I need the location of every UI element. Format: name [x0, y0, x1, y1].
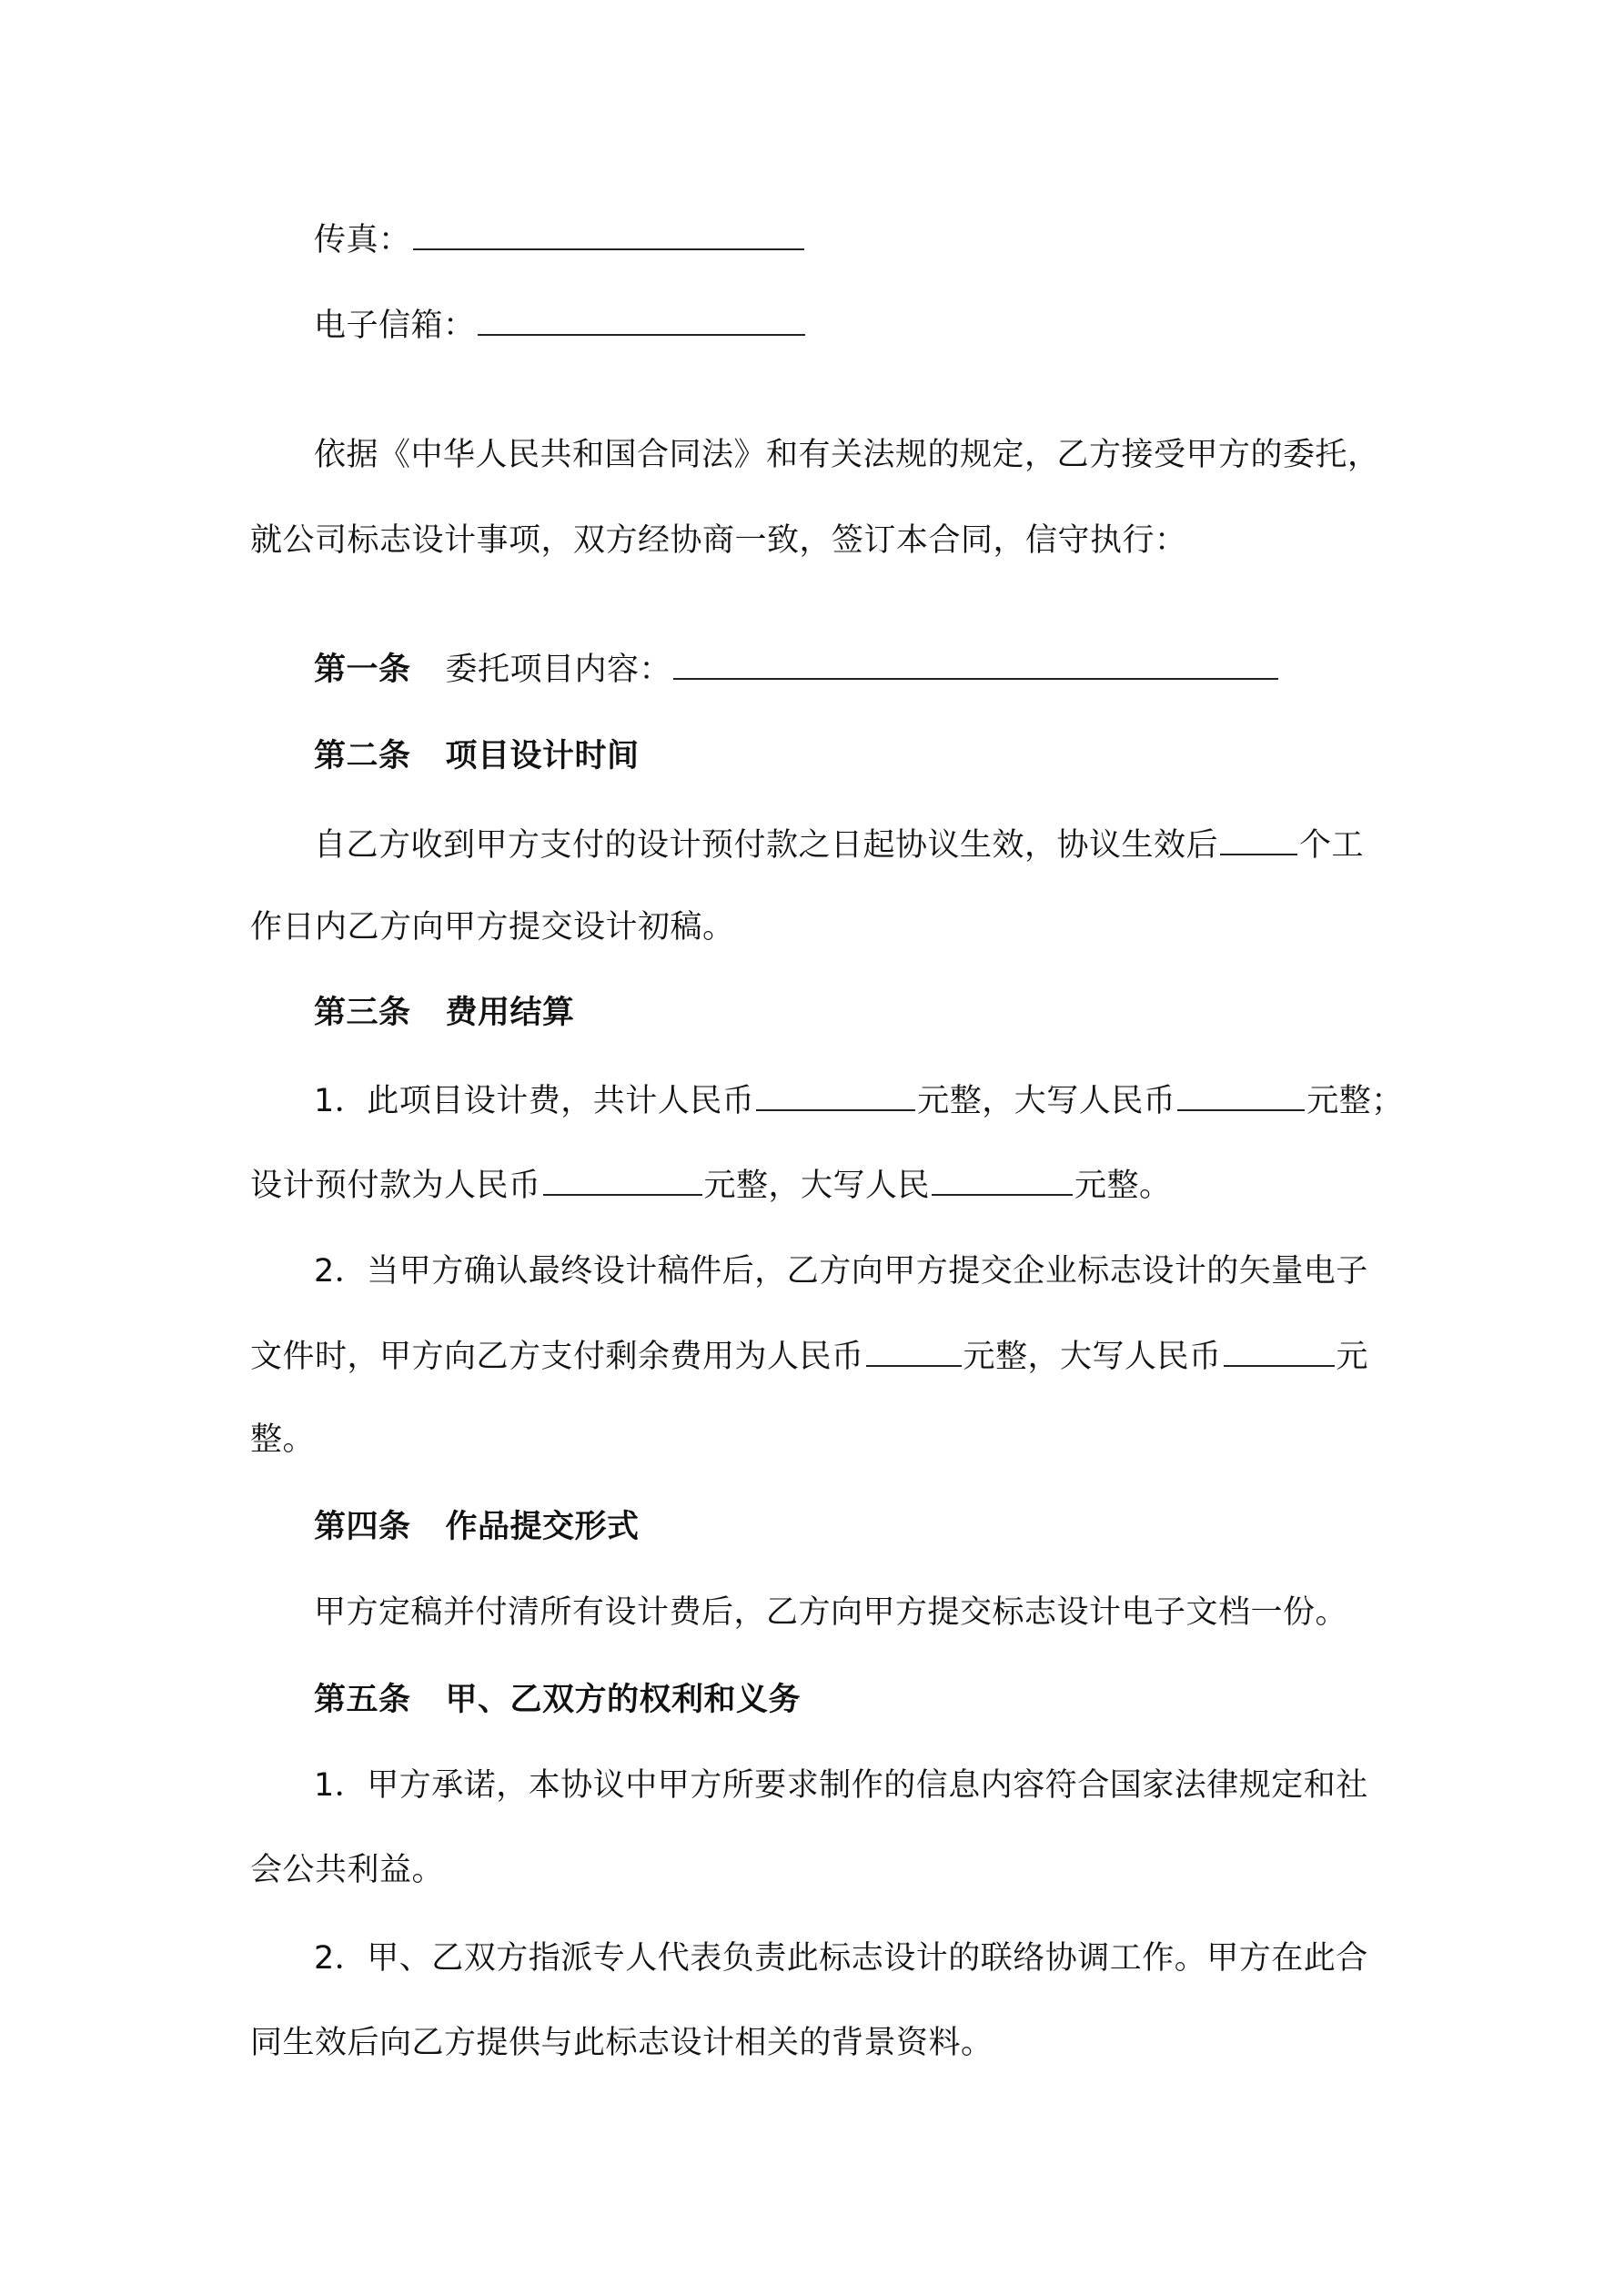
article-2-para-line-2: 作日内乙方向甲方提交设计初稿。: [250, 909, 735, 946]
article-3-number: 第三条: [314, 995, 411, 1031]
article-1-blank[interactable]: [673, 651, 1278, 680]
article-5-number: 第五条: [314, 1682, 411, 1718]
fax-row: [314, 221, 806, 258]
email-row: [314, 307, 807, 344]
article-5-heading: [314, 1682, 801, 1718]
article-3-heading: [314, 995, 575, 1031]
article-5-item-1-line-1: 1．甲方承诺，本协议中甲方所要求制作的信息内容符合国家法律规定和社: [314, 1767, 1368, 1804]
total-fee-uppercase-blank[interactable]: [1177, 1082, 1305, 1111]
article-5-item-2-line-1: 2．甲、乙双方指派专人代表负责此标志设计的联络协调工作。甲方在此合: [314, 1940, 1368, 1977]
article-3-item-2-line-1: 2．当甲方确认最终设计稿件后，乙方向甲方提交企业标志设计的矢量电子: [314, 1253, 1368, 1290]
article-2-text: 自乙方收到甲方支付的设计预付款之日起协议生效，协议生效后: [314, 827, 1219, 864]
preamble-line-1: 依据《中华人民共和国合同法》和有关法规的规定，乙方接受甲方的委托，: [314, 437, 1380, 473]
article-2-heading: [314, 738, 640, 774]
article-3-title: 费用结算: [445, 995, 575, 1031]
article-2-number: 第二条: [314, 738, 411, 774]
article-5-item-2-line-2: 同生效后向乙方提供与此标志设计相关的背景资料。: [250, 2025, 994, 2061]
remaining-fee-uppercase-blank[interactable]: [1224, 1338, 1335, 1367]
total-fee-blank[interactable]: [756, 1082, 915, 1111]
article-2-para-line-1: [314, 826, 1364, 864]
text: 元整；: [1306, 1083, 1404, 1119]
article-1-heading: [314, 651, 1280, 688]
fax-blank[interactable]: [413, 221, 804, 250]
article-2-days-blank[interactable]: [1220, 826, 1297, 855]
article-4-title: 作品提交形式: [445, 1509, 640, 1545]
fax-label: 传真：: [314, 222, 411, 258]
article-4-para: 甲方定稿并付清所有设计费后，乙方向甲方提交标志设计电子文档一份。: [314, 1594, 1348, 1631]
prepayment-blank[interactable]: [543, 1167, 702, 1196]
text: 设计预付款为人民币: [250, 1168, 541, 1204]
preamble-line-2: 就公司标志设计事项，双方经协商一致，签订本合同，信守执行：: [250, 522, 1187, 559]
text: 元整，大写人民币: [963, 1339, 1222, 1375]
article-3-item-1-line-1: [314, 1082, 1404, 1119]
text: 元整，大写人民: [703, 1168, 931, 1204]
text: 1．此项目设计费，共计人民币: [314, 1083, 755, 1119]
article-3-item-2-line-2: [250, 1338, 1368, 1375]
text: 元整，大写人民币: [917, 1083, 1176, 1119]
text: 文件时，甲方向乙方支付剩余费用为人民币: [250, 1339, 864, 1375]
article-1-number: 第一条: [314, 652, 411, 688]
article-2-title: 项目设计时间: [445, 738, 640, 774]
text: 元: [1336, 1339, 1369, 1375]
article-3-item-1-line-2: [250, 1167, 1172, 1204]
remaining-fee-blank[interactable]: [866, 1338, 962, 1367]
article-1-title: 委托项目内容：: [445, 652, 672, 688]
email-blank[interactable]: [478, 307, 805, 336]
article-4-number: 第四条: [314, 1509, 411, 1545]
text: 元整。: [1074, 1168, 1172, 1204]
article-2-text-b: 个工: [1299, 827, 1365, 864]
article-5-title: 甲、乙双方的权利和义务: [445, 1682, 802, 1718]
article-3-item-2-line-3: 整。: [250, 1421, 316, 1458]
article-5-item-1-line-2: 会公共利益。: [250, 1852, 445, 1888]
prepayment-uppercase-blank[interactable]: [932, 1167, 1073, 1196]
email-label: 电子信箱：: [314, 308, 476, 344]
article-4-heading: [314, 1509, 640, 1545]
